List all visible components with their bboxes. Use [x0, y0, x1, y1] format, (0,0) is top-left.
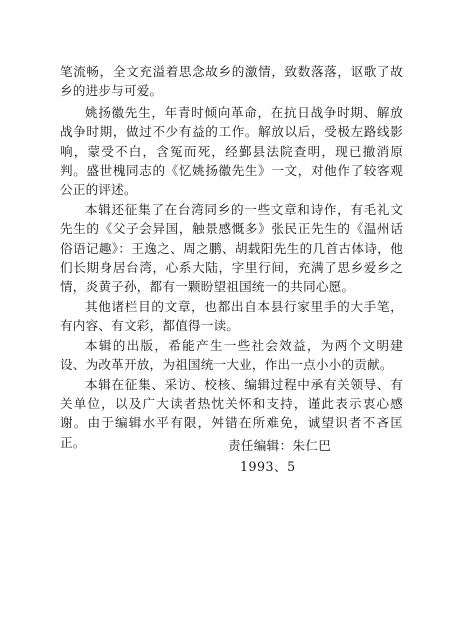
- paragraph-continuation: 笔流畅，全文充溢着思念故乡的激情，致数落落，讴歌了故乡的进步与可爱。: [60, 64, 403, 99]
- body-text: [60, 62, 403, 452]
- paragraph-yao-yanghui: 姚扬徽先生，年青时倾向革命，在抗日战争时期、解放战争时期，做过不少有益的工作。解放以后，受极左路线影响，蒙受不白，含冤而死，经鄞县法院查明，现已撤消原判。盛世槐同志的《忆姚扬徽先生》一文，对他作了较客观公正的评述。: [60, 104, 403, 198]
- publication-date: 1993、5: [240, 459, 296, 474]
- paragraph-acknowledgement: 本辑在征集、采访、校核、编辑过程中承有关领导、有关单位，以及广大读者热忱关怀和支持，谨此表示衷心感谢。由于编辑水平有限，舛错在所难免，诚望识者不吝匡正。: [60, 376, 403, 450]
- paragraph-publication-purpose: 本辑的出版，希能产生一些社会效益，为两个文明建设、为改革开放，为祖国统一大业，作出一点小小的贡献。: [60, 337, 403, 373]
- editor-signature: 责任编辑：朱仁巴: [228, 438, 332, 453]
- paragraph-taiwan-works: 本辑还征集了在台湾同乡的一些文章和诗作，有毛礼文先生的《父子会异国，触景感慨多》张民正先生的《温州话俗语记趣》：王逸之、周之鹏、胡载阳先生的几首古体诗，他们长期身居台湾，心系大陆，字里行间，充满了思乡爱乡之情，炎黄子孙，都有一颗盼望祖国统一的共同心愿。: [60, 201, 403, 295]
- paragraph-other-columns: 其他诸栏目的文章，也都出自本县行家里手的大手笔，有内容、有文彩，都值得一读。: [60, 298, 403, 334]
